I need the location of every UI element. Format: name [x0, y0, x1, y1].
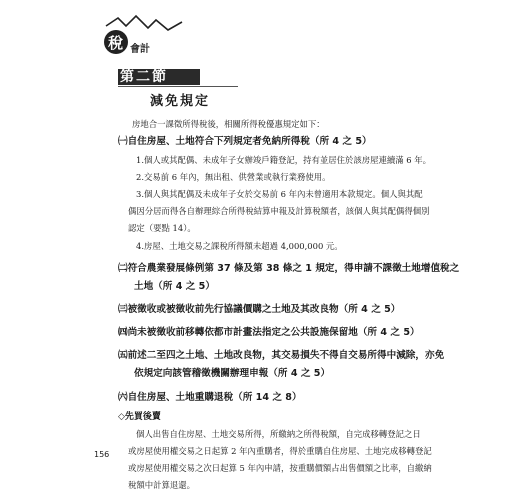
- heading-5-line-1: ㈤前述二至四之土地、土地改良物，其交易損失不得自交易所得中減除，亦免: [118, 350, 445, 361]
- subsection-line-2: 或房屋使用權交易之日起算 2 年內重購者，得於重購自住房屋、土地完成移轉登記: [128, 446, 432, 456]
- subsection-line-4: 稅額中計算退還。: [128, 480, 195, 490]
- section-divider: [118, 86, 238, 87]
- item-1-line-4: 偶因分居而得各自辦理綜合所得稅結算申報及計算稅額者，該個人與其配偶得個別: [128, 206, 430, 216]
- heading-3: ㈢被徵收或被徵收前先行協議價購之土地及其改良物（所 4 之 5）: [118, 304, 401, 315]
- section-subtitle: 減免規定: [150, 94, 211, 109]
- logo-text-sub: 會計: [130, 44, 150, 55]
- item-1-line-5: 認定（要點 14）。: [128, 223, 196, 233]
- heading-1: ㈠自住房屋、土地符合下列規定者免納所得稅（所 4 之 5）: [118, 136, 372, 147]
- intro-paragraph: 房地合一課徵所得稅後，相關所得稅優惠規定如下：: [132, 119, 325, 129]
- heading-2-line-1: ㈡符合農業發展條例第 37 條及第 38 條之 1 規定，得申請不課徵土地增值稅之: [118, 263, 460, 274]
- subsection-heading: ◇先買後賣: [118, 412, 161, 422]
- logo-text-main: 稅: [108, 34, 124, 52]
- heading-4: ㈣尚未被徵收前移轉依都市計畫法指定之公共設施保留地（所 4 之 5）: [118, 327, 420, 338]
- heading-2-line-2: 土地（所 4 之 5）: [134, 281, 215, 292]
- header-logo: [96, 12, 186, 58]
- subsection-line-1: 個人出售自住房屋、土地交易所得，所繳納之所得稅額，自完成移轉登記之日: [136, 429, 421, 439]
- subsection-line-3: 或房屋使用權交易之次日起算 5 年內申請，按重購價額占出售價額之比率，自繳納: [128, 463, 432, 473]
- item-1-line-6: 4.房屋、土地交易之課稅所得額未超過 4,000,000 元。: [136, 241, 343, 251]
- item-1-line-2: 2.交易前 6 年內，無出租、供營業或執行業務使用。: [136, 172, 331, 182]
- heading-6: ㈥自住房屋、土地重購退稅（所 14 之 8）: [118, 392, 302, 403]
- heading-5-line-2: 依規定向該管稽徵機關辦理申報（所 4 之 5）: [134, 368, 331, 379]
- item-1-line-3: 3.個人與其配偶及未成年子女於交易前 6 年內未曾適用本款規定。個人與其配: [136, 189, 423, 199]
- section-title: 第二節: [120, 69, 168, 85]
- page-number: 156: [94, 450, 110, 459]
- item-1-line-1: 1.個人或其配偶、未成年子女辦竣戶籍登記，持有並居住於該房屋連續滿 6 年。: [136, 155, 432, 165]
